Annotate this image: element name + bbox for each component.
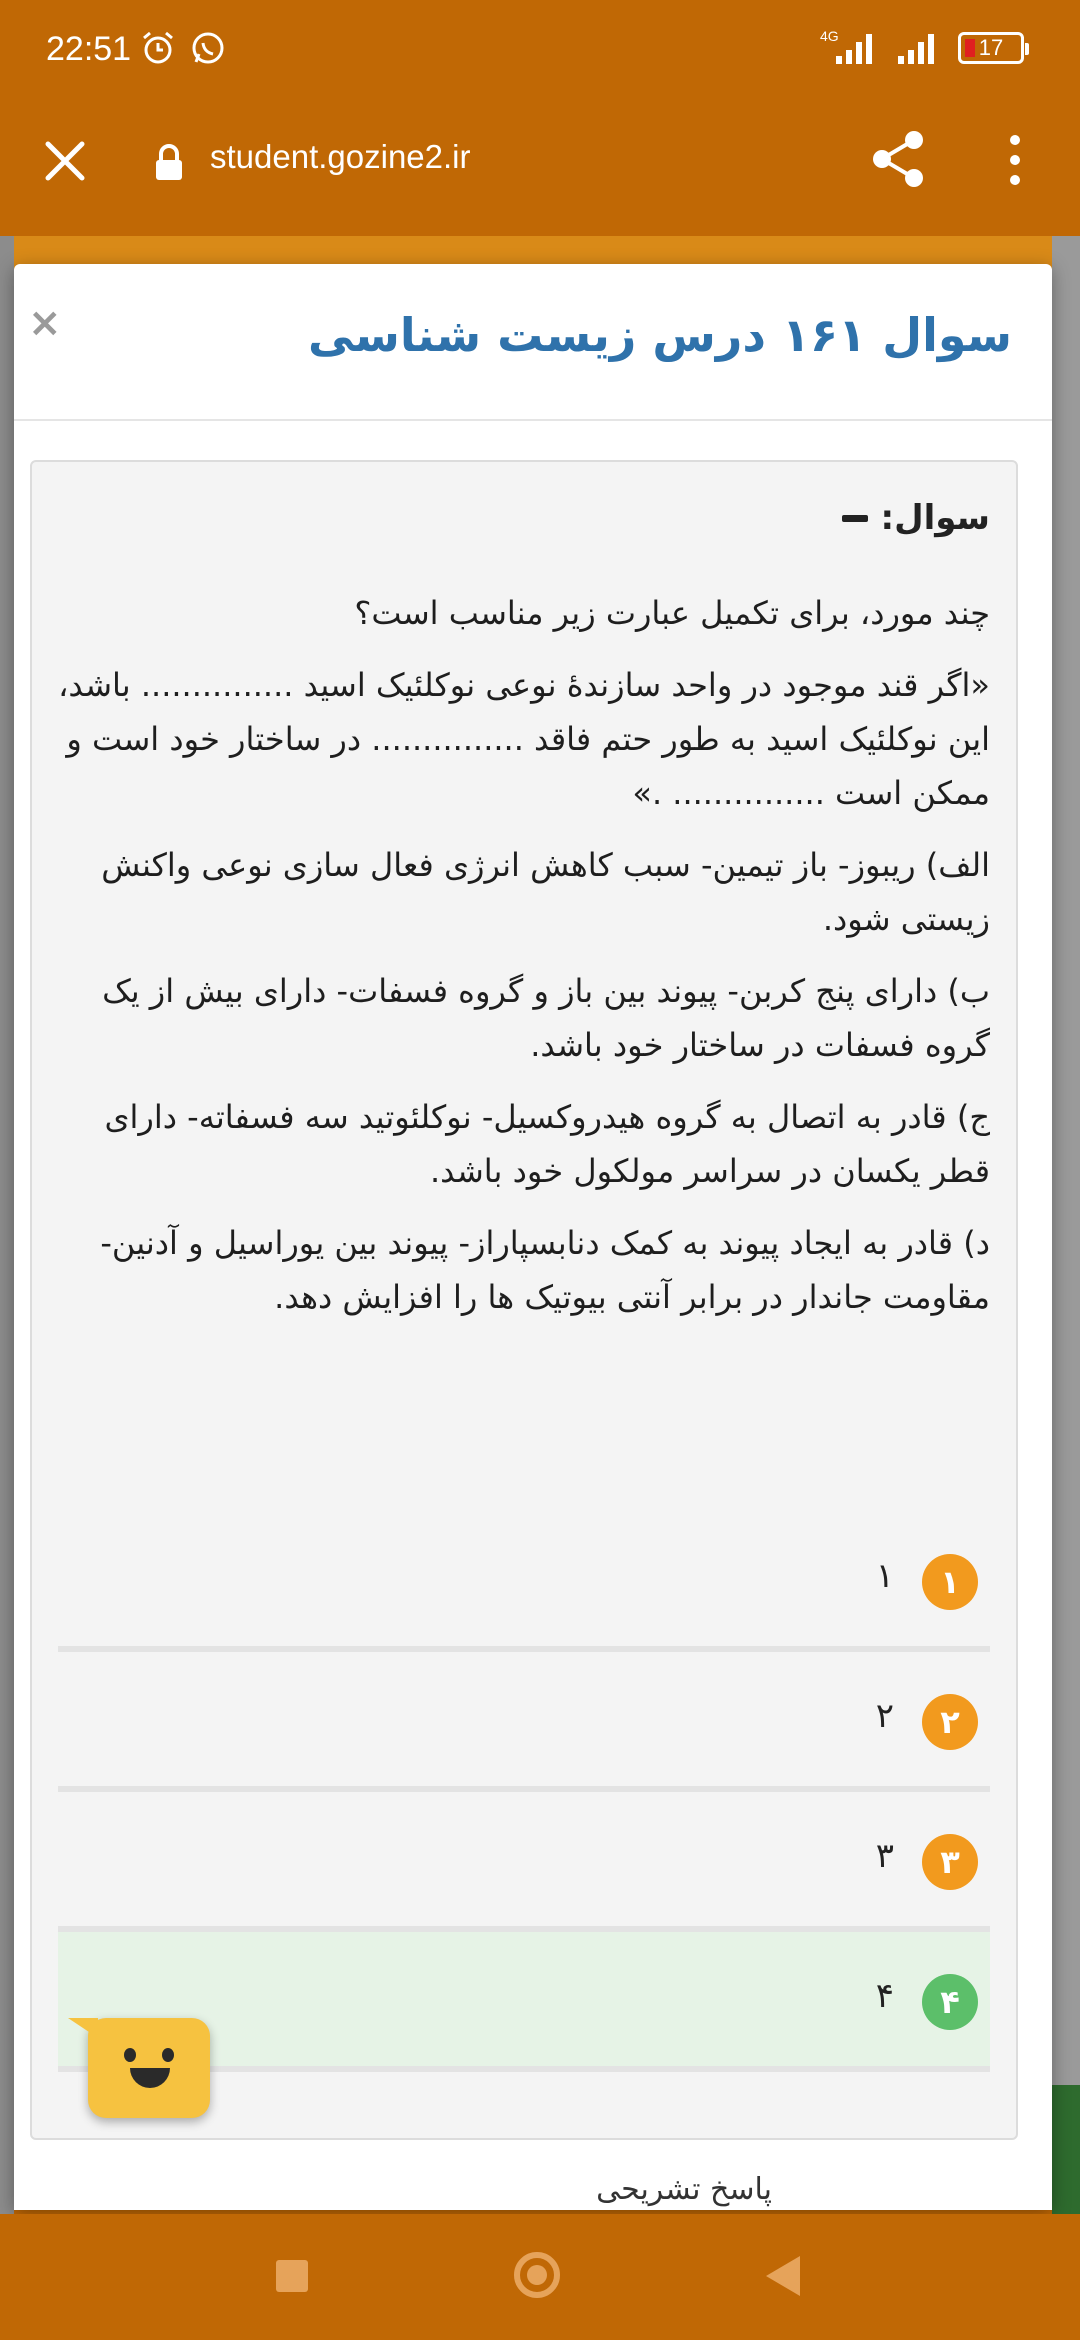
more-vert-icon[interactable]: [1000, 130, 1030, 190]
alarm-icon: [140, 30, 176, 66]
option-badge: ۲: [922, 1694, 978, 1750]
smiley-eye-icon: [124, 2048, 136, 2062]
background-page-accent: [1052, 2085, 1080, 2215]
answer-option-1[interactable]: [58, 1512, 990, 1652]
lock-icon: [152, 142, 186, 182]
share-icon[interactable]: [868, 128, 928, 190]
option-text: ۴: [875, 1976, 894, 2016]
modal-close-button[interactable]: ×: [28, 300, 62, 346]
system-nav-bar: [0, 2214, 1080, 2340]
option-badge: ۳: [922, 1834, 978, 1890]
question-card: [30, 460, 1018, 2140]
status-bar: [0, 0, 1080, 100]
option-badge: ۴: [922, 1974, 978, 2030]
network-label: 4G: [820, 28, 839, 44]
chat-widget-button[interactable]: [88, 2018, 210, 2118]
option-text: ۱: [875, 1556, 894, 1596]
home-icon[interactable]: [514, 2252, 560, 2298]
modal-title: سوال ۱۶۱ درس زیست شناسی: [308, 308, 1012, 362]
option-badge: ۱: [922, 1554, 978, 1610]
recents-icon[interactable]: [276, 2260, 308, 2292]
question-item-b: ب) دارای پنج کربن- پیوند بین باز و گروه فسفات- دارای بیش از یک گروه فسفات در ساختار خود باشد.: [102, 972, 990, 1064]
signal-icon: [818, 28, 878, 68]
battery-level: 17: [978, 35, 1004, 60]
answer-option-3[interactable]: [58, 1792, 990, 1932]
answer-option-2[interactable]: [58, 1652, 990, 1792]
question-prompt: چند مورد، برای تکمیل عبارت زیر مناسب است؟: [354, 594, 990, 632]
question-item-d: د) قادر به ایجاد پیوند به کمک دنابسپاراز- پیوند بین یوراسیل و آدنین- مقاومت جاندار در برابر آنتی بیوتیک ها را افزایش دهد.: [100, 1224, 990, 1316]
browser-toolbar: [0, 100, 1080, 240]
battery-icon: [958, 32, 1024, 64]
signal-icon-2: [894, 28, 944, 68]
next-section-peek: پاسخ تشریحی: [596, 2172, 772, 2207]
modal-divider: [14, 419, 1052, 421]
smiley-mouth-icon: [130, 2068, 170, 2088]
question-item-c: ج) قادر به اتصال به گروه هیدروکسیل- نوکلئوتید سه فسفاته- دارای قطر یکسان در سراسر مولکول خود باشد.: [104, 1098, 990, 1190]
smiley-eye-icon: [162, 2048, 174, 2062]
question-item-a: الف) ریبوز- باز تیمین- سبب کاهش انرژی فعال سازی نوعی واکنش زیستی شود.: [101, 846, 990, 938]
background-page-left: [0, 236, 14, 2216]
back-icon[interactable]: [766, 2256, 800, 2296]
background-page-right: [1052, 236, 1080, 2216]
option-text: ۳: [875, 1836, 894, 1876]
question-body: [58, 586, 990, 1342]
whatsapp-icon: [190, 30, 226, 66]
status-time: 22:51: [46, 30, 132, 68]
question-heading-toggle[interactable]: [842, 498, 990, 538]
option-text: ۲: [875, 1696, 894, 1736]
collapse-icon: [842, 515, 868, 522]
close-icon[interactable]: [40, 136, 90, 186]
url-text[interactable]: student.gozine2.ir: [210, 138, 471, 175]
question-statement: «اگر قند موجود در واحد سازندۀ نوعی نوکلئیک اسید ............... باشد، این نوکلئیک اسید به طور حتم فاقد ............... در ساختار خود است و ممکن است ............... .»: [58, 666, 990, 812]
answer-options: [58, 1512, 990, 2072]
question-heading: سوال:: [880, 498, 990, 538]
question-modal: [14, 264, 1052, 2210]
